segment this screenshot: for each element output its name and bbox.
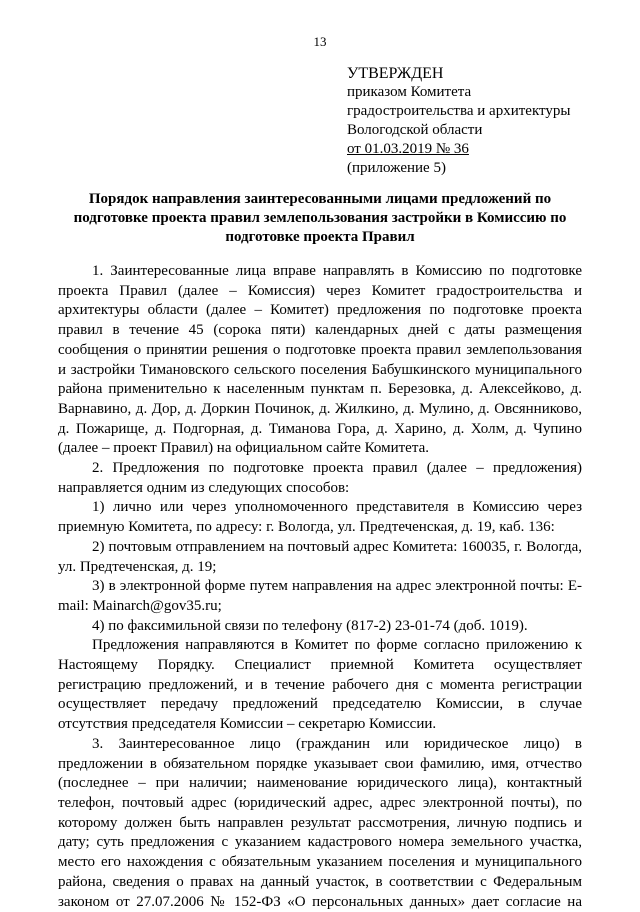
paragraph-2: 2. Предложения по подготовке проекта правил (далее – предложения) направляется одним из следующих способов: <box>58 460 582 496</box>
approval-block <box>347 64 570 178</box>
document-title: Порядок направления заинтересованными лицами предложений по подготовке проекта правил землепользования застройки в Комиссию по подготовке проекта Правил <box>73 191 567 245</box>
approval-heading: УТВЕРЖДЕН <box>347 65 444 82</box>
approval-date-number: от 01.03.2019 № 36 <box>347 141 469 157</box>
approval-line-1: приказом Комитета <box>347 84 472 100</box>
paragraph-1: 1. Заинтересованные лица вправе направлять в Комиссию по подготовке проекта Правил (далее – Комиссия) через Комитет градостроительства и архитектуры области (далее – Комитет) предложения по подготовке проекта правил в течение 45 (сорока пяти) календарных дней с даты размещения сообщения о принятии решения о подготовке проекта правил землепользования и застройки Тимановского сельского поселения Бабушкинского муниципального района применительно к населенным пунктам п. Березовка, д. Алексейково, д. Варнавино, д. Дор, д. Доркин Починок, д. Жилкино, д. Мулино, д. Овсянниково, д. Пожарище, д. Подгорная, д. Тиманова Гора, д. Харино, д. Холм, д. Чупино (далее – проект Правил) на официальном сайте Комитета. <box>58 263 582 457</box>
paragraph-registration: Предложения направляются в Комитет по форме согласно приложению к Настоящему Порядку. Специалист приемной Комитета осуществляет регистрацию предложений, и в течение рабочего дня с момента регистрации осуществляет передачу предложений председателю Комиссии, в случае отсутствия председателя Комиссии – секретарю Комиссии. <box>58 637 582 733</box>
paragraph-method-1: 1) лично или через уполномоченного представителя в Комиссию через приемную Комитета, по адресу: г. Вологда, ул. Предтеченская, д. 19, каб. 136: <box>58 499 582 536</box>
approval-appendix: (приложение 5) <box>347 160 446 176</box>
paragraph-method-2: 2) почтовым отправлением на почтовый адрес Комитета: 160035, г. Вологда, ул. Предтеченская, д. 19; <box>58 538 582 575</box>
page-number: 13 <box>313 34 327 49</box>
approval-line-2: градостроительства и архитектуры <box>347 103 571 119</box>
paragraph-method-4: 4) по факсимильной связи по телефону (817-2) 23-01-74 (доб. 1019). <box>92 617 528 634</box>
document-body <box>58 262 582 912</box>
paragraph-method-3: 3) в электронной форме путем направления на адрес электронной почты: E-mail: Mainarch@gov35.ru; <box>58 578 582 614</box>
approval-line-3: Вологодской области <box>347 122 483 138</box>
paragraph-3: 3. Заинтересованное лицо (гражданин или юридическое лицо) в предложении в обязательном порядке указывает свои фамилию, имя, отчество (последнее – при наличии; наименование юридического лица), контактный телефон, почтовый адрес (юридический адрес, адрес электронной почты), по которому должен быть направлен результат рассмотрения, личную подпись и дату; суть предложения с указанием кадастрового номера земельного участка, место его нахождения с обязательным указанием поселения и муниципального района, сведения о правах на данный участок, в соответствии с Федеральным законом от 27.07.2006 № 152-ФЗ «О персональных данных» дает согласие на <box>58 735 582 910</box>
